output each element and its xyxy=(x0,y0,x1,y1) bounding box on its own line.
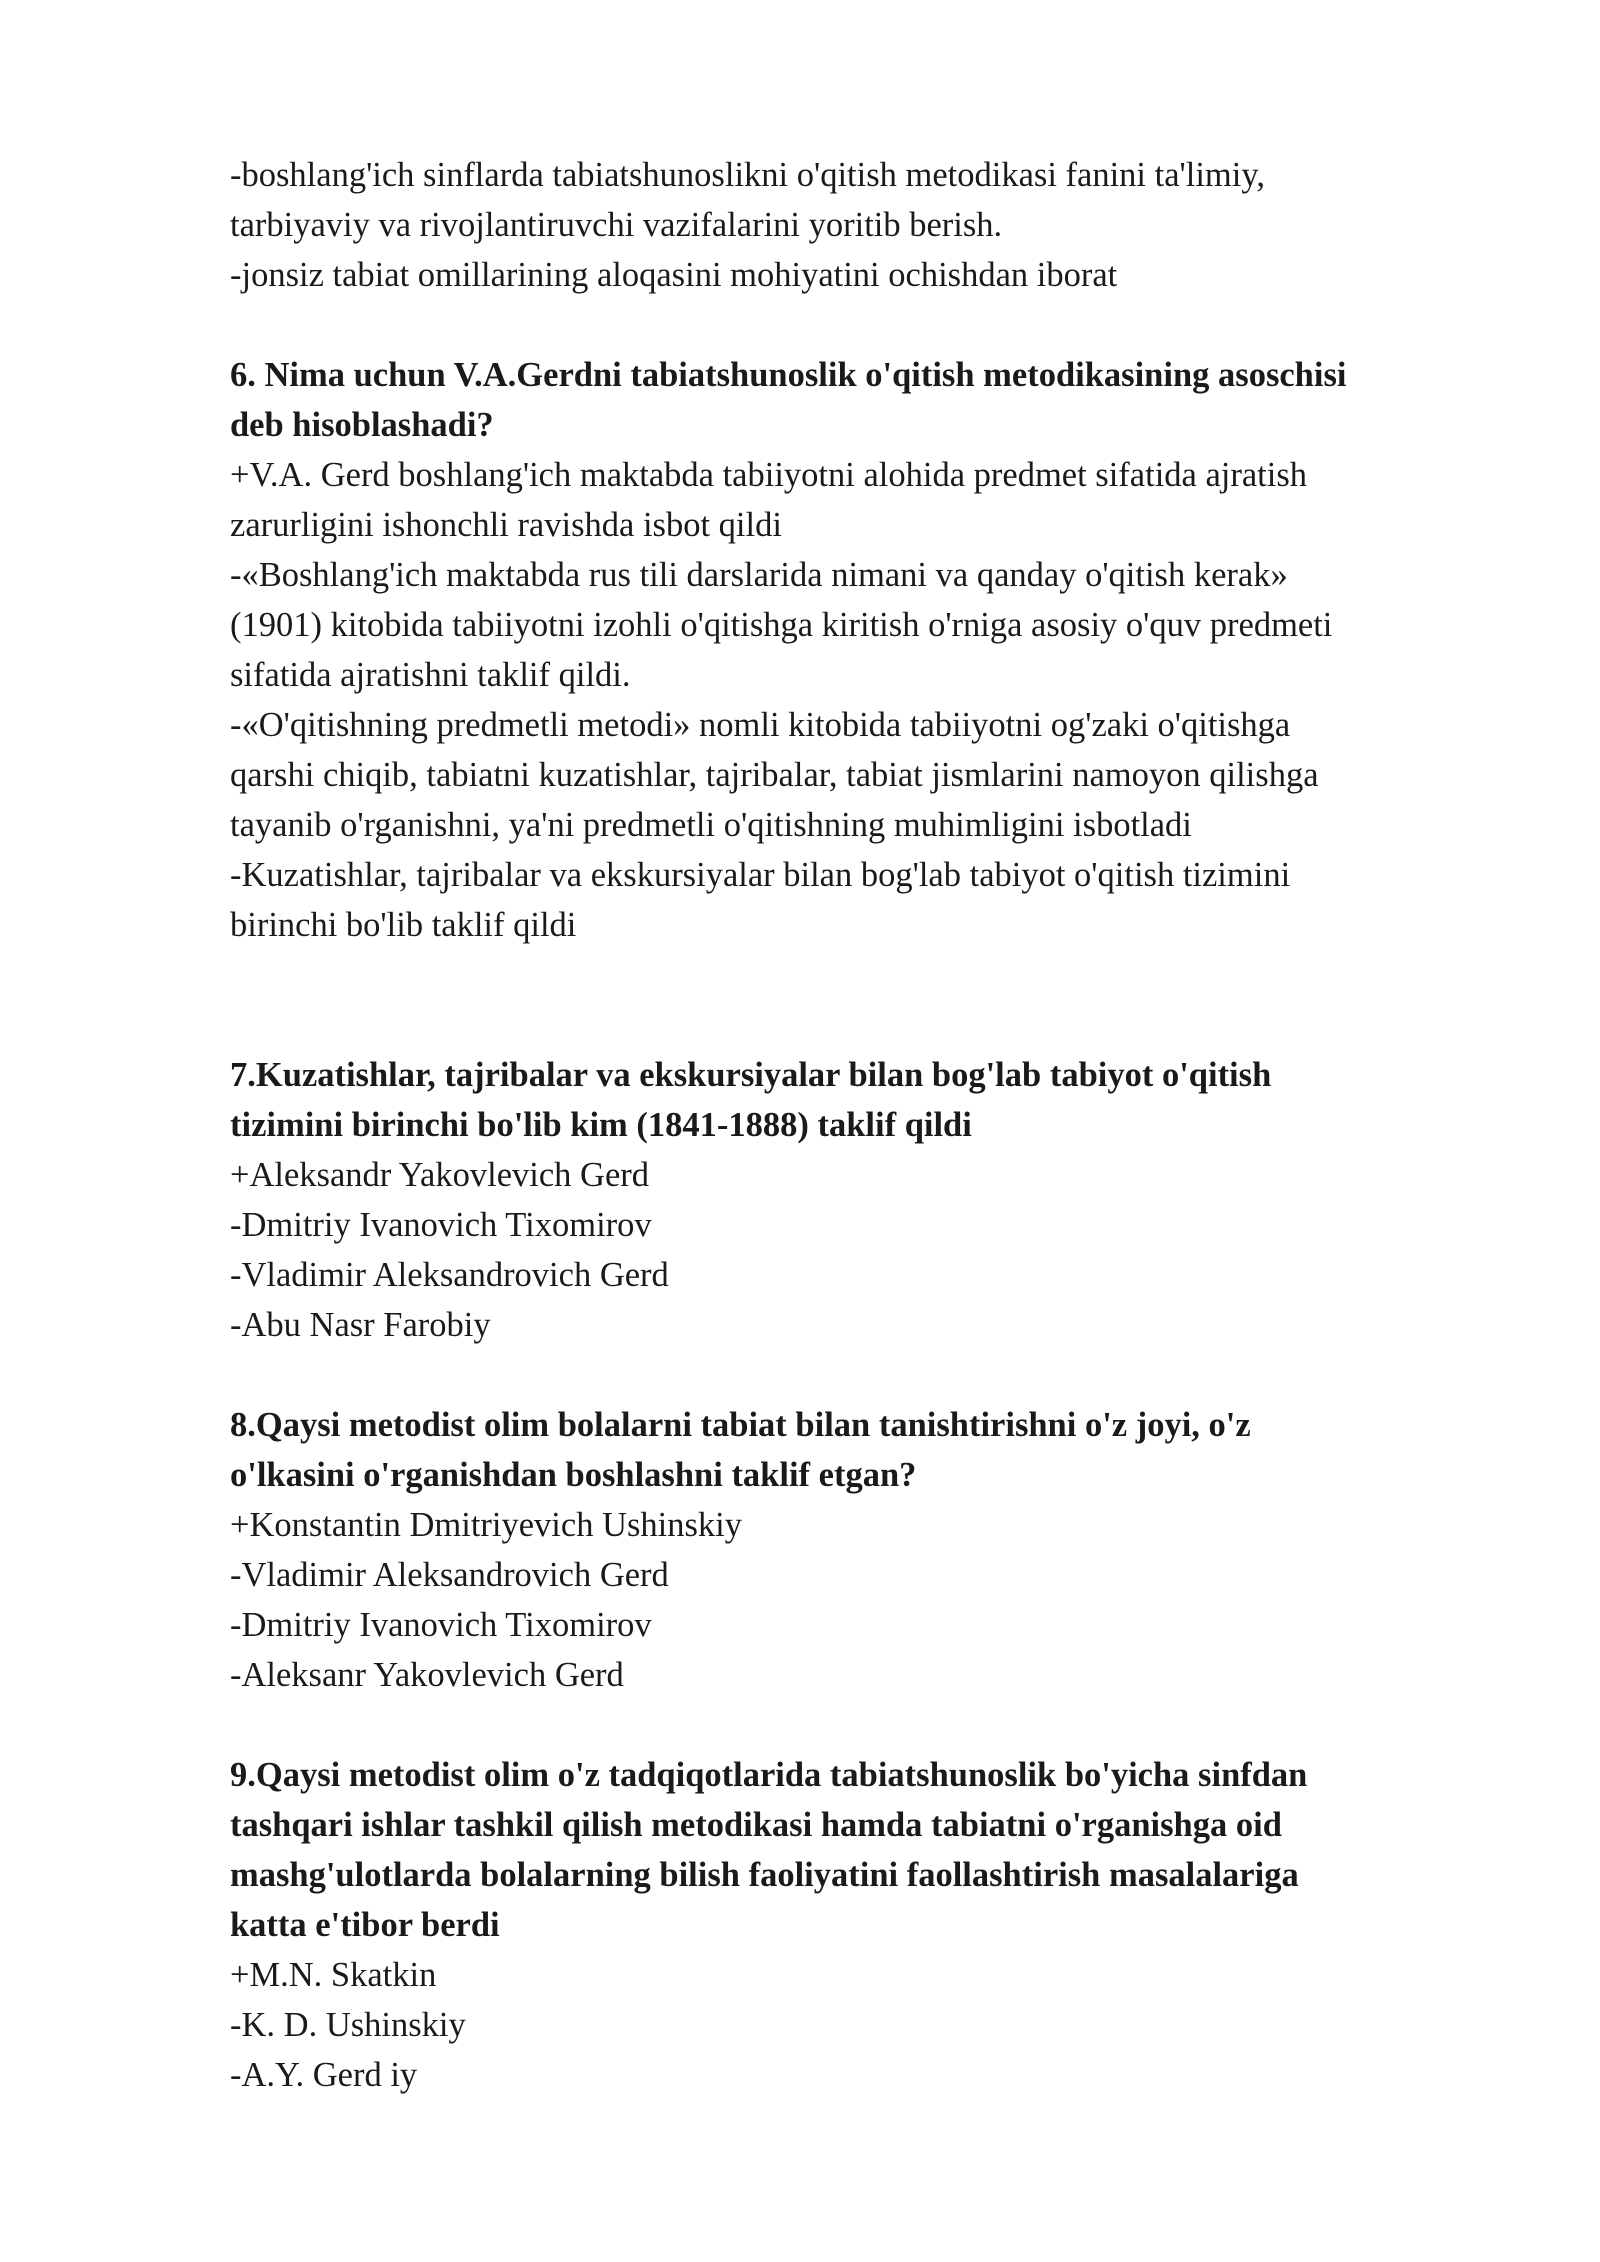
spacer xyxy=(230,1350,1470,1400)
answer-option: +Aleksandr Yakovlevich Gerd xyxy=(230,1156,650,1194)
answer-option: -Vladimir Aleksandrovich Gerd xyxy=(230,1256,669,1294)
intro-answers xyxy=(230,150,1470,300)
answer-option: -Aleksanr Yakovlevich Gerd xyxy=(230,1656,624,1694)
answer-option: (1901) kitobida tabiiyotni izohli o'qitishga kiritish o'rniga asosiy o'quv predmeti xyxy=(230,606,1333,644)
question-text: 9.Qaysi metodist olim o'z tadqiqotlarida tabiatshunoslik bo'yicha sinfdan xyxy=(230,1756,1308,1794)
answer-option: +V.A. Gerd boshlang'ich maktabda tabiiyotni alohida predmet sifatida ajratish xyxy=(230,456,1308,494)
question-text: 8.Qaysi metodist olim bolalarni tabiat bilan tanishtirishni o'z joyi, o'z xyxy=(230,1406,1251,1444)
question-text: tizimini birinchi bo'lib kim (1841-1888) taklif qildi xyxy=(230,1106,972,1144)
answer-option: +Konstantin Dmitriyevich Ushinskiy xyxy=(230,1506,743,1544)
answer-option: tayanib o'rganishni, ya'ni predmetli o'qitishning muhimligini isbotladi xyxy=(230,806,1192,844)
question-text: deb hisoblashadi? xyxy=(230,406,494,444)
answer-option: -Kuzatishlar, tajribalar va ekskursiyalar bilan bog'lab tabiyot o'qitish tizimini xyxy=(230,856,1291,894)
question-9 xyxy=(230,1750,1470,2100)
answer-option: sifatida ajratishni taklif qildi. xyxy=(230,656,631,694)
answer-line: -boshlang'ich sinflarda tabiatshunoslikni o'qitish metodikasi fanini ta'limiy, xyxy=(230,156,1265,194)
answer-option: +M.N. Skatkin xyxy=(230,1956,437,1994)
answer-option: zarurligini ishonchli ravishda isbot qildi xyxy=(230,506,782,544)
question-text: mashg'ulotlarda bolalarning bilish faoliyatini faollashtirish masalalariga xyxy=(230,1856,1299,1894)
answer-option: -K. D. Ushinskiy xyxy=(230,2006,466,2044)
answer-option: -Abu Nasr Farobiy xyxy=(230,1306,491,1344)
question-text: 7.Kuzatishlar, tajribalar va ekskursiyalar bilan bog'lab tabiyot o'qitish xyxy=(230,1056,1272,1094)
answer-option: qarshi chiqib, tabiatni kuzatishlar, tajribalar, tabiat jismlarini namoyon qilishga xyxy=(230,756,1319,794)
answer-option: -Dmitriy Ivanovich Tixomirov xyxy=(230,1206,652,1244)
answer-option: -«O'qitishning predmetli metodi» nomli kitobida tabiiyotni og'zaki o'qitishga xyxy=(230,706,1291,744)
question-7 xyxy=(230,1050,1470,1350)
spacer xyxy=(230,1700,1470,1750)
answer-line: -jonsiz tabiat omillarining aloqasini mohiyatini ochishdan iborat xyxy=(230,256,1118,294)
document-page xyxy=(230,150,1470,2100)
answer-option: -Vladimir Aleksandrovich Gerd xyxy=(230,1556,669,1594)
spacer xyxy=(230,950,1470,1050)
answer-option: -Dmitriy Ivanovich Tixomirov xyxy=(230,1606,652,1644)
question-6 xyxy=(230,350,1470,950)
question-text: tashqari ishlar tashkil qilish metodikasi hamda tabiatni o'rganishga oid xyxy=(230,1806,1282,1844)
question-8 xyxy=(230,1400,1470,1700)
question-text: o'lkasini o'rganishdan boshlashni taklif etgan? xyxy=(230,1456,917,1494)
question-text: katta e'tibor berdi xyxy=(230,1906,500,1944)
answer-line: tarbiyaviy va rivojlantiruvchi vazifalarini yoritib berish. xyxy=(230,206,1003,244)
answer-option: -A.Y. Gerd iy xyxy=(230,2056,418,2094)
question-text: 6. Nima uchun V.A.Gerdni tabiatshunoslik o'qitish metodikasining asoschisi xyxy=(230,356,1347,394)
answer-option: birinchi bo'lib taklif qildi xyxy=(230,906,577,944)
answer-option: -«Boshlang'ich maktabda rus tili darslarida nimani va qanday o'qitish kerak» xyxy=(230,556,1288,594)
spacer xyxy=(230,300,1470,350)
